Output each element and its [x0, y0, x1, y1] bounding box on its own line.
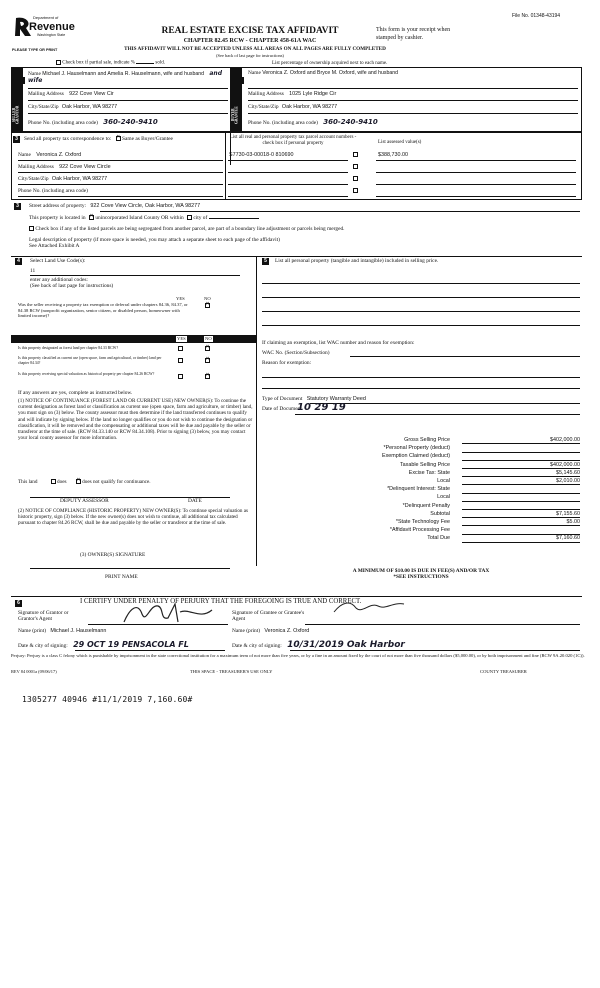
seller-name-handwritten: and wife: [28, 70, 222, 85]
corr-name-row: [18, 152, 81, 158]
tax-row-value[interactable]: $5,145.60: [462, 470, 580, 477]
tax-row-value[interactable]: $402,000.00: [462, 437, 580, 444]
buyer-phone-label: Phone No. (including area code): [248, 120, 318, 126]
segregation-row: [29, 226, 589, 232]
notice-continuance: (1) NOTICE OF CONTINUANCE (FOREST LAND OR CURRENT USE) NEW OWNER(S): To continue the current designation as forest land or classification as current use (open space, farm and agriculture, or timber) land, you must sign on (3) below. The county assessor must then determine if the land transferred continues to qualify and will indicate by signing below. If the land no longer qualifies or you do not wish to continue the designation or classification, it will be removed and the compensating or additional taxes will be due and payable by the seller or transferor at the time of sale. (RCW 84.33.140 or RCW 84.34.108). Prior to signing (3) below, you may contact your local county assessor for more information.: [18, 398, 253, 442]
grantor-date-city[interactable]: 29 OCT 19 PENSACOLA FL: [73, 640, 189, 649]
street-address[interactable]: 922 Cove View Circle, Oak Harbor, WA 98277: [90, 203, 201, 209]
location-row: [29, 215, 259, 221]
corr-name[interactable]: Veronica Z. Oxford: [36, 152, 82, 158]
tax-row-value[interactable]: [462, 453, 580, 460]
certify-statement: I CERTIFY UNDER PENALTY OF PERJURY THAT THE FOREGOING IS TRUE AND CORRECT.: [80, 598, 362, 605]
continuance-row: [18, 479, 151, 485]
correspondence-row: [24, 136, 173, 142]
buyer-mailing[interactable]: 1025 Lyle Ridge Cir: [289, 91, 337, 97]
receipt-stamp: 1305277 40946 #11/1/2019 7,160.60#: [22, 695, 193, 704]
grantee-signature[interactable]: [330, 598, 410, 616]
grantee-signature-label: Signature of Grantee or Grantee's Agent: [232, 610, 305, 623]
grantor-signature-label: Signature of Grantor or Grantor's Agent: [18, 610, 69, 623]
seller-mailing[interactable]: 922 Cove View Cir: [69, 91, 114, 97]
forest-question: Is this property designated as forest land per chapter 84.33 RCW?: [18, 346, 119, 350]
section-3-badge: 3: [13, 136, 20, 143]
grantee-date-city[interactable]: 10/31/2019 Oak Harbor: [287, 640, 405, 650]
seller-name[interactable]: Michael J. Hauselmann and Amelia R. Hauselmann, wife and husband: [42, 71, 205, 77]
this-land-label: This land: [18, 479, 38, 485]
wac-label: WAC No. (Section/Subsection): [262, 350, 330, 356]
treasurer-space: THIS SPACE - TREASURER'S USE ONLY: [190, 669, 273, 674]
buyer-phone[interactable]: 360-240-9410: [323, 118, 378, 126]
seller-city-label: City/State/Zip: [28, 104, 59, 110]
same-as-buyer-label: Same as Buyer/Grantee: [122, 136, 173, 142]
parcel-checks: [353, 152, 358, 158]
corr-phone-label: Phone No. (including area code): [18, 188, 88, 194]
current-use-yes-checkbox[interactable]: [178, 358, 183, 363]
exemption-no-checkbox[interactable]: [205, 303, 210, 308]
grantor-date-label: Date & city of signing:: [18, 643, 68, 649]
yes-header-2: YES: [177, 336, 186, 341]
grantor-date-row: [18, 640, 189, 650]
street-label: Street address of property:: [29, 203, 87, 209]
tax-row-label: Local: [437, 494, 450, 501]
form-notice: THIS AFFIDAVIT WILL NOT BE ACCEPTED UNLESS ALL AREAS ON ALL PAGES ARE FULLY COMPLETED: [124, 46, 386, 52]
buyer-mailing-row: [248, 91, 336, 97]
parcel-header: List all real and personal property tax parcel account numbers - check box if personal property: [229, 135, 357, 146]
seller-phone[interactable]: 360-240-9410: [103, 118, 158, 126]
segregated-checkbox[interactable]: [29, 226, 34, 231]
tax-row-label: *Personal Property (deduct): [383, 445, 450, 452]
section-5-badge: 5: [262, 258, 269, 265]
seller-label: SELLER GRANTOR: [12, 105, 20, 125]
section-4-badge: 4: [15, 258, 22, 265]
does-checkbox[interactable]: [51, 479, 56, 484]
deputy-assessor-label: DEPUTY ASSESSOR: [60, 498, 109, 504]
seller-city-row: [28, 104, 117, 110]
tax-row-value[interactable]: [462, 527, 580, 534]
tax-row: [262, 527, 580, 535]
tax-row-value[interactable]: $7,155.60: [462, 511, 580, 518]
tax-row-label: Total Due: [427, 535, 450, 542]
corr-mailing-row: [18, 164, 111, 170]
grantor-name-row: [18, 628, 106, 634]
personal-property-checkbox-4[interactable]: [353, 188, 358, 193]
grantor-name-label: Name (print): [18, 628, 46, 634]
partial-sale-row: [56, 60, 165, 67]
buyer-city[interactable]: Oak Harbor, WA 98277: [281, 104, 338, 110]
personal-property-label: List all personal property (tangible and intangible) included in selling price.: [275, 258, 439, 264]
tax-row: [262, 453, 580, 461]
tax-row-value[interactable]: [462, 486, 580, 493]
see-instructions: *SEE INSTRUCTIONS: [393, 574, 449, 580]
tax-row: [262, 535, 580, 543]
form-title: REAL ESTATE EXCISE TAX AFFIDAVIT: [161, 26, 339, 36]
legal-label: Legal description of property (if more space is needed, you may attach a separate sheet to each page of the affidavit): [29, 237, 280, 243]
buyer-name-label: Name: [248, 70, 261, 76]
tax-row-label: Gross Selling Price: [404, 437, 450, 443]
file-number: File No. 01348-43194: [512, 13, 561, 19]
forest-yes-checkbox[interactable]: [178, 346, 183, 351]
forest-no-checkbox[interactable]: [205, 346, 210, 351]
corr-city[interactable]: Oak Harbor, WA 98277: [51, 176, 108, 182]
minimum-note: A MINIMUM OF $10.00 IS DUE IN FEE(S) AND/OR TAX: [352, 568, 490, 574]
buyer-mailing-label: Mailing Address: [248, 91, 284, 97]
owner-signature-label: (3) OWNER(S) SIGNATURE: [80, 552, 146, 558]
ownership-note: List percentage of ownership acquired next to each name.: [272, 61, 388, 66]
location-label: This property is located in: [29, 215, 86, 221]
section-6-badge: 6: [15, 600, 22, 607]
rev-number: REV 84 0001a (09/06/17): [11, 669, 57, 674]
tax-row: [262, 519, 580, 527]
form-chapter: CHAPTER 82.45 RCW - CHAPTER 458-61A WAC: [183, 38, 317, 44]
tax-row-label: *Delinquent Penalty: [402, 502, 450, 509]
grantee-date-label: Date & city of signing:: [232, 643, 282, 649]
does-not-checkbox[interactable]: [76, 479, 81, 484]
land-use-see-back: (See back of last page for instructions): [30, 283, 114, 289]
perjury-note: Perjury: Perjury is a class C felony which is punishable by imprisonment in the state correctional institution for a maximum term of not more than five years, or by a fine in an amount fixed by the court of not more than five thousand dollars ($5,000.00), or by both imprisonment and fine (RCW 9A.20.020 (1C)).: [11, 653, 585, 658]
historic-question: Is this property receiving special valuation as historical property per chapter 84.26 RCW?: [18, 372, 155, 376]
doc-type-label: Type of Document: [262, 396, 303, 402]
grantee-name-label: Name (print): [232, 628, 260, 634]
sold-label: sold.: [155, 60, 165, 66]
no-header-1: NO: [204, 296, 211, 301]
same-as-buyer-checkbox[interactable]: [116, 136, 121, 141]
exemption-claim-label: If claiming an exemption, list WAC number and reason for exemption:: [262, 340, 415, 346]
exemption-question: Was the seller receiving a property tax exemption or deferral under chapters 84.36, 84.37, or 84.38 RCW (nonprofit organization, senior citizen, or disabled person, homeowner with limited income)?: [18, 302, 188, 318]
current-use-question: Is this property classified as current use (open space, farm and agricultural, or timber) land per chapter 84.34?: [18, 356, 162, 365]
buyer-city-label: City/State/Zip: [248, 104, 279, 110]
buyer-label: BUYER GRANTEE: [231, 106, 239, 124]
seller-phone-label: Phone No. (including area code): [28, 120, 98, 126]
buyer-city-row: [248, 104, 337, 110]
buyer-name[interactable]: Veronica Z. Oxford and Bryce M. Oxford, wife and husband: [262, 70, 399, 76]
tax-row-label: Local: [437, 478, 450, 484]
no-header-2: NO: [205, 336, 212, 341]
tax-row: [262, 503, 580, 511]
please-type: PLEASE TYPE OR PRINT: [12, 48, 58, 52]
yes-header-1: YES: [176, 296, 185, 301]
tax-row-label: *Affidavit Processing Fee: [389, 527, 450, 534]
date-label: DATE: [188, 498, 202, 504]
exhibit-ref: See Attached Exhibit A: [29, 243, 80, 249]
seller-city[interactable]: Oak Harbor, WA 98277: [61, 104, 118, 110]
segregation-note: Check box if any of the listed parcels are being segregated from another parcel, are part of a boundary line adjustment or parcels being merged.: [35, 226, 345, 232]
corr-mailing[interactable]: 922 Cove View Circle: [59, 164, 111, 170]
county-treasurer: COUNTY TREASURER: [480, 669, 527, 674]
tax-row: [262, 437, 580, 445]
tax-row: [262, 478, 580, 486]
does-label: does: [57, 479, 67, 485]
grantor-name[interactable]: Michael J. Hauselmann: [50, 628, 107, 634]
doc-date-label: Date of Document: [262, 406, 302, 412]
tax-row-label: *State Technology Fee: [395, 519, 450, 525]
tax-row-value[interactable]: $2,010.00: [462, 478, 580, 485]
notice-compliance: (2) NOTICE OF COMPLIANCE (HISTORIC PROPERTY) NEW OWNER(S): To continue special valuation as historic property, sign (3) below. If the new owner(s) does not wish to continue, all additional tax calculated pursuant to chapter 84.26 RCW, shall be due and payable by the seller or transferor at the time of sale.: [18, 508, 248, 527]
tax-row-value[interactable]: [462, 445, 580, 452]
grantee-name[interactable]: Veronica Z. Oxford: [264, 628, 310, 634]
additional-codes-label: enter any additional codes:: [30, 277, 88, 283]
partial-sale-checkbox[interactable]: [56, 60, 61, 65]
grantor-signature[interactable]: [120, 600, 230, 626]
parcel-value[interactable]: $388,730.00: [378, 152, 408, 158]
doc-type[interactable]: Statutory Warranty Deed: [306, 396, 366, 402]
if-yes-note: If any answers are yes, complete as instructed below.: [18, 390, 133, 396]
personal-property-checkbox-3[interactable]: [353, 176, 358, 181]
current-use-no-checkbox[interactable]: [205, 358, 210, 363]
historic-no-checkbox[interactable]: [205, 374, 210, 379]
tax-row-label: Exemption Claimed (deduct): [381, 453, 450, 460]
personal-property-checkbox-2[interactable]: [353, 164, 358, 169]
does-not-label: does not qualify for continuance.: [82, 479, 151, 485]
city-checkbox[interactable]: [187, 215, 192, 220]
section-street-badge: 3: [14, 203, 21, 210]
see-back: (See back of last page for instructions): [216, 53, 284, 58]
tax-row: [262, 445, 580, 453]
tax-row-value[interactable]: $5.00: [462, 519, 580, 526]
land-use-code[interactable]: 11: [30, 268, 36, 274]
personal-property-checkbox-1[interactable]: [353, 152, 358, 157]
seller-mailing-row: [28, 91, 114, 97]
buyer-phone-row: [248, 118, 378, 126]
receipt-note: This form is your receipt when stamped by cashier.: [376, 27, 451, 41]
logo-state: Washington State: [37, 33, 66, 37]
city-of-label: city of: [193, 215, 208, 221]
print-name-label: PRINT NAME: [105, 574, 138, 580]
tax-row-label: *Delinquent Interest: State: [387, 486, 450, 493]
revenue-logo: [13, 15, 73, 45]
seller-name-label: Name: [28, 71, 41, 77]
partial-sale-label: Check box if partial sale, indicate %: [62, 60, 135, 66]
tax-row: [262, 511, 580, 519]
tax-row: [262, 462, 580, 470]
corr-city-row: [18, 176, 107, 182]
corr-city-label: City/State/Zip: [18, 176, 49, 182]
assessed-header: List assessed value(s): [378, 140, 422, 145]
tax-row: [262, 486, 580, 494]
historic-yes-checkbox[interactable]: [178, 374, 183, 379]
tax-row: [262, 494, 580, 502]
parcel-number[interactable]: S7730-03-00018-0 810690: [229, 152, 294, 158]
tax-row-value[interactable]: $7,160.60: [462, 535, 580, 542]
corr-mailing-label: Mailing Address: [18, 164, 54, 170]
correspondence-label: Send all property tax correspondence to:: [24, 136, 112, 142]
tax-row-value[interactable]: $402,000.00: [462, 462, 580, 469]
seller-mailing-label: Mailing Address: [28, 91, 64, 97]
street-row: [29, 203, 200, 209]
tax-row: [262, 470, 580, 478]
tax-row-label: Excise Tax: State: [408, 469, 450, 476]
county-label: unincorporated Island County OR within: [95, 215, 184, 221]
doc-date[interactable]: 10 29 19: [297, 402, 346, 413]
seller-phone-row: [28, 118, 158, 126]
tax-row-label: Subtotal: [430, 510, 450, 517]
tax-row-value[interactable]: [462, 494, 580, 501]
unincorporated-checkbox[interactable]: [89, 215, 94, 220]
reason-label: Reason for exemption:: [262, 360, 312, 366]
logo-name: Revenue: [29, 21, 75, 33]
tax-row-label: Taxable Selling Price: [399, 461, 450, 468]
land-use-label: Select Land Use Code(s):: [30, 258, 86, 264]
grantee-name-row: [232, 628, 309, 634]
buyer-name-row: [248, 70, 423, 76]
tax-row-value[interactable]: [462, 503, 580, 510]
logo-department: Department of: [33, 15, 59, 20]
corr-name-label: Name: [18, 152, 31, 158]
seller-name-row: [28, 70, 228, 85]
